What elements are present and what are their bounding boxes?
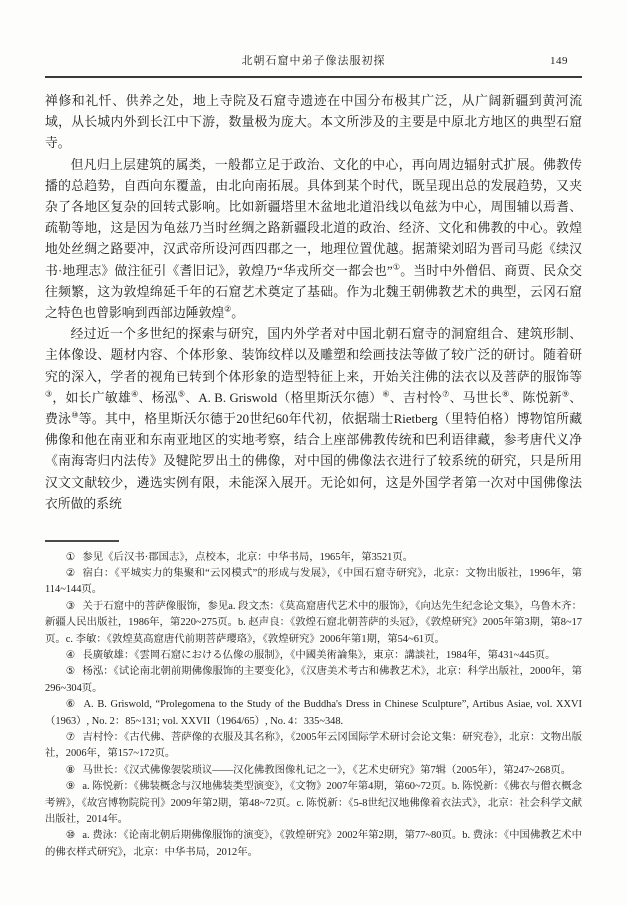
body-paragraph: 经过近一个多世纪的探索与研究，国内外学者对中国北朝石窟寺的洞窟组合、建筑形制、主体像设、题材内容、个体形象、装饰纹样以及雕塑和绘画技法等做了较广泛的研讨。随着研究的深入，学者的视角已转到个体形象的造型特征上来，开始关注佛的法衣以及菩萨的服饰等③，如长广敏雄④、杨泓⑤、A. B. Griswold（格里斯沃尔德）⑥、吉村怜⑦、马世长⑧、陈悦新⑨、费泳⑩等。其中，格里斯沃尔德于20世纪60年代初，依据瑞士Rietberg（里特伯格）博物馆所藏佛像和他在南亚和东南亚地区的实地考察，结合上座部佛教传统和巴利语律藏，参考唐代义净《南海寄归内法传》及犍陀罗出土的佛像，对中国的佛像法衣进行了较系统的研究，只是所用汉文文献较少，遴选实例有限，未能深入展开。无论如何，这是外国学者第一次对中国佛像法衣所做的系统 bbox=[45, 327, 583, 511]
footnote-text: 马世长：《汉式佛像袈裟琐议——汉化佛教图像札记之一》，《艺术史研究》第7辑（2005年），第247~268页。 bbox=[82, 764, 572, 776]
footnote-text: 杨泓：《试论南北朝前期佛像服饰的主要变化》，《汉唐美术考古和佛教艺术》，北京：科学出版社，2000年，第296~304页。 bbox=[45, 666, 582, 694]
footnote-ref: ⑨ bbox=[561, 389, 570, 399]
running-header bbox=[45, 54, 582, 78]
footnote-ref: ③ bbox=[45, 389, 53, 399]
footnote-area bbox=[45, 540, 582, 861]
footnote-text: 参见《后汉书·郡国志》，点校本，北京：中华书局，1965年，第3521页。 bbox=[82, 551, 414, 563]
footnote-item bbox=[45, 697, 582, 730]
footnote-ref: ⑥ bbox=[382, 389, 390, 399]
footnote-text: a. 费泳：《论南北朝后期佛像服饰的演变》，《敦煌研究》2002年第2期，第77~80页。b. 费泳：《中国佛教艺术中的佛衣样式研究》，北京：中华书局，2012年。 bbox=[45, 830, 582, 858]
footnote-marker: ② bbox=[65, 567, 76, 579]
footnote-marker: ⑩ bbox=[65, 830, 76, 842]
footnote-text: A. B. Griswold, “Prolegomena to the Study of the Buddha's Dress in Chinese Sculpture”, Artibus Asiae, vol. XXVI（1963）, No. 2：85~131; vol. XXVII（1964/65）, No. 4：335~348. bbox=[45, 699, 582, 727]
footnote-item bbox=[45, 566, 582, 599]
footnote-text: a. 陈悦新：《佛装概念与汉地佛装类型演变》，《文物》2007年第4期，第60~72页。b. 陈悦新：《佛衣与僧衣概念考辨》，《故宫博物院院刊》2009年第2期，第48~72页。c. 陈悦新：《5-8世纪汉地佛像着衣法式》，北京：社会科学文献出版社，2014年。 bbox=[45, 781, 582, 826]
footnote-ref: ⑦ bbox=[442, 389, 450, 399]
footnote-marker: ⑦ bbox=[65, 732, 76, 744]
footnote-text: 長廣敏雄：《雲岡石窟における仏像の服制》，《中國美術論集》，東京：講談社，1984年，第431~445页。 bbox=[82, 650, 556, 661]
footnote-ref: ② bbox=[224, 304, 232, 314]
footnote-marker: ⑨ bbox=[65, 781, 76, 793]
footnote-ref: ④ bbox=[131, 389, 139, 399]
footnote-marker: ⑥ bbox=[65, 699, 77, 711]
footnote-text: 关于石窟中的菩萨像服饰，参见a. 段文杰：《莫高窟唐代艺术中的服饰》，《向达先生纪念论文集》，乌鲁木齐：新疆人民出版社，1986年，第220~275页。b. 赵声良：《敦煌石窟北朝菩萨的头冠》，《敦煌研究》2005年第3期，第8~17页。c. 李敏：《敦煌莫高窟唐代前期菩萨璎珞》，《敦煌研究》2006年第1期，第54~61页。 bbox=[45, 600, 582, 645]
footnote-item bbox=[45, 730, 582, 763]
footnotes-list bbox=[45, 550, 582, 862]
footnote-item bbox=[45, 550, 582, 566]
footnote-marker: ⑧ bbox=[65, 764, 76, 776]
footnote-marker: ③ bbox=[65, 600, 76, 612]
footnote-ref: ⑤ bbox=[177, 389, 186, 399]
page-number: 149 bbox=[550, 55, 568, 67]
footnote-ref: ⑧ bbox=[502, 389, 510, 399]
footnote-marker: ① bbox=[65, 551, 76, 563]
footnote-item bbox=[45, 763, 582, 779]
footnote-item bbox=[45, 664, 582, 697]
footnote-marker: ⑤ bbox=[65, 666, 76, 678]
footnote-ref: ① bbox=[392, 262, 401, 272]
footnote-item bbox=[45, 828, 582, 861]
footnote-text: 宿白：《平城实力的集聚和“云冈模式”的形成与发展》，《中国石窟寺研究》，北京：文物出版社，1996年，第114~144页。 bbox=[45, 567, 582, 596]
header-rule bbox=[45, 76, 582, 78]
footnote-marker: ④ bbox=[65, 650, 76, 661]
body-paragraph: 但凡归上层建筑的属类，一般都立足于政治、文化的中心，再向周边辐射式扩展。佛教传播的总趋势，自西向东覆盖，由北向南拓展。具体到某个时代，既呈现出总的发展趋势，又夹杂了各地区复杂的回转式影响。比如新疆塔里木盆地北道沿线以龟兹为中心，周围辅以焉耆、疏勒等地，这是因为龟兹乃当时丝绸之路新疆段北道的政治、经济、文化和佛教的中心。敦煌地处丝绸之路要冲，汉武帝所设河西四郡之一，地理位置优越。据萧梁刘昭为晋司马彪《续汉书·地理志》做注征引《耆旧记》，敦煌乃“华戎所交一都会也”①。当时中外僧侣、商贾、民众交往频繁，这为敦煌绵延千年的石窟艺术奠定了基础。作为北魏王朝佛教艺术的典型，云冈石窟之特色也曾影响到西部边陲敦煌②。 bbox=[45, 157, 582, 321]
running-title: 北朝石窟中弟子像法服初探 bbox=[241, 55, 386, 67]
footnote-item bbox=[45, 599, 582, 648]
body-text bbox=[45, 91, 582, 515]
footnote-separator bbox=[45, 540, 119, 542]
footnote-ref: ⑩ bbox=[71, 410, 79, 420]
footnote-item bbox=[45, 648, 582, 664]
footnote-item bbox=[45, 779, 582, 828]
header-row bbox=[45, 54, 582, 69]
footnote-text: 吉村怜：《古代佛、菩萨像的衣服及其名称》，《2005年云冈国际学术研讨会论文集：研究卷》，北京：文物出版社，2006年，第157~172页。 bbox=[45, 732, 582, 760]
body-paragraph: 禅修和礼忏、供养之处，地上寺院及石窟寺遗迹在中国分布极其广泛，从广阔新疆到黄河流域，从长城内外到长江中下游，数量极为庞大。本文所涉及的主要是中原北方地区的典型石窟寺。 bbox=[45, 94, 582, 151]
